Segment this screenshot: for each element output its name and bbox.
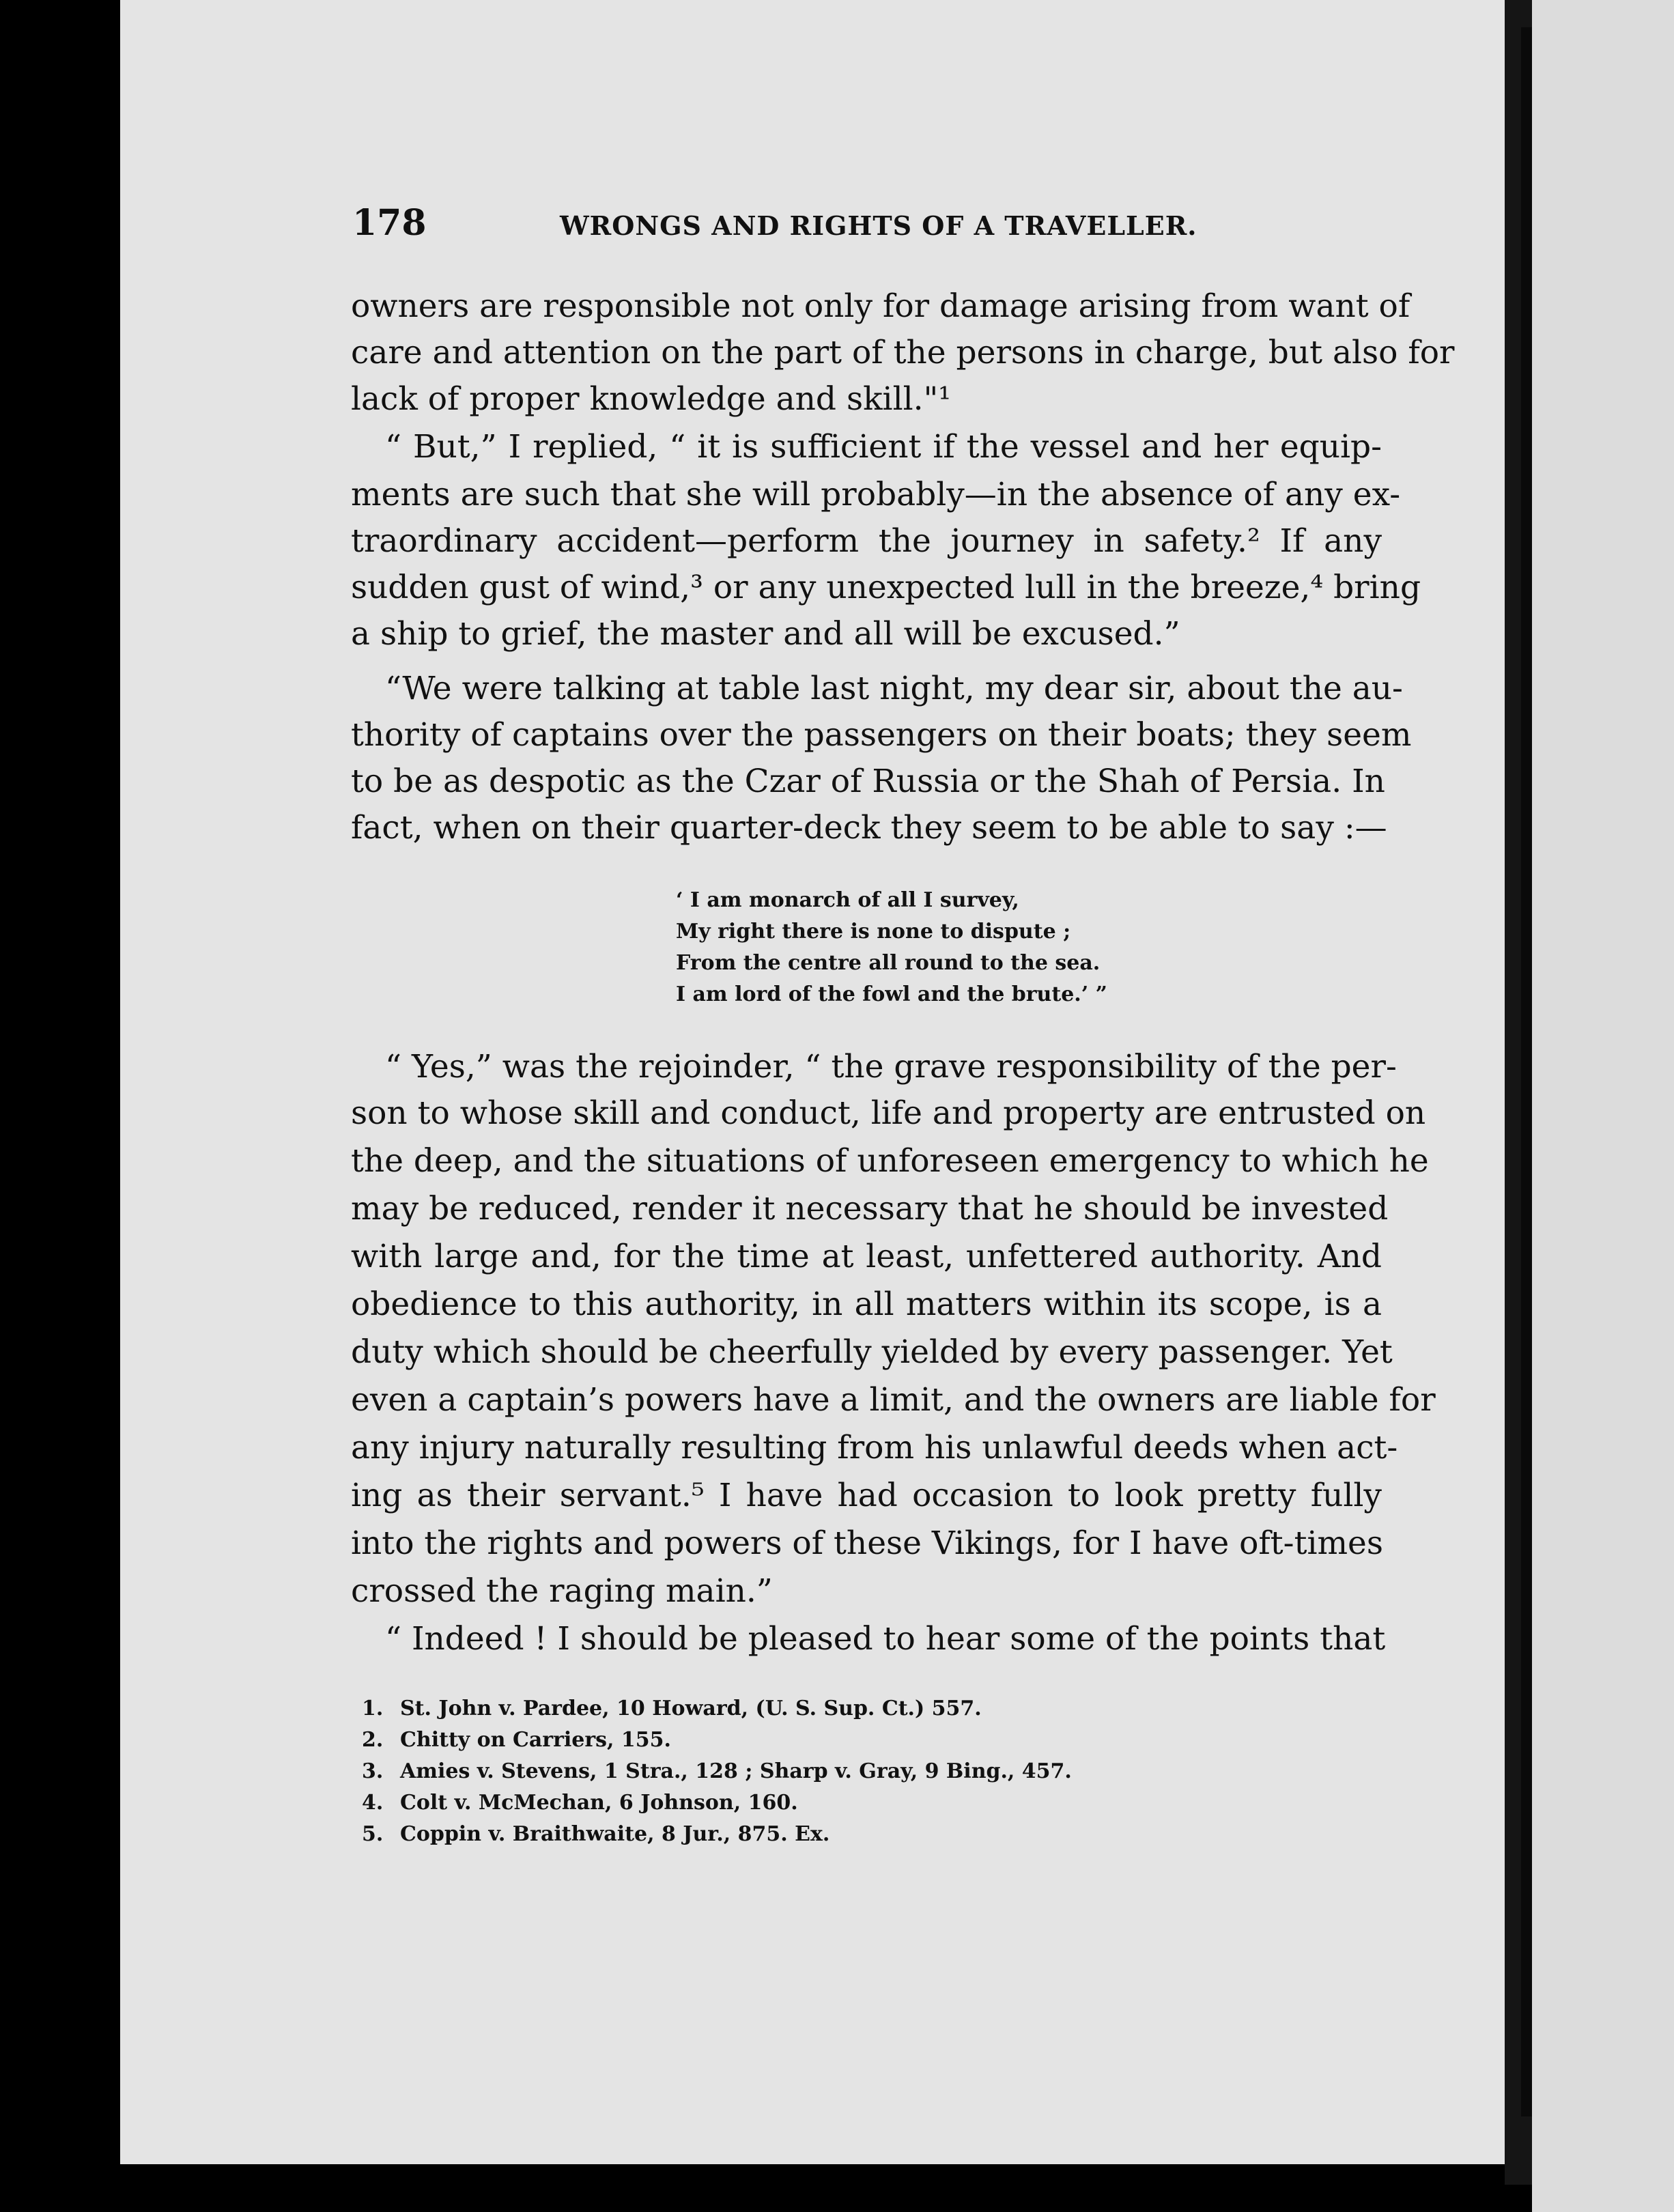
text-line: obedience to this authority, in all matters within its scope, is a bbox=[351, 1286, 1382, 1323]
text-line: lack of proper knowledge and skill."¹ bbox=[351, 380, 952, 418]
text-line: “ Indeed ! I should be pleased to hear some of the points that bbox=[385, 1620, 1386, 1658]
text-line: thority of captains over the passengers on their boats; they seem bbox=[351, 716, 1412, 754]
text-line: “ Yes,” was the rejoinder, “ the grave responsibility of the per- bbox=[385, 1048, 1397, 1086]
running-title: WRONGS AND RIGHTS OF A TRAVELLER. bbox=[560, 210, 1197, 241]
footnote: 4. Colt v. McMechan, 6 Johnson, 160. bbox=[362, 1791, 798, 1815]
footnote: 2. Chitty on Carriers, 155. bbox=[362, 1728, 672, 1752]
verse-line: I am lord of the fowl and the brute.’ ” bbox=[676, 982, 1107, 1006]
text-line: even a captain’s powers have a limit, and the owners are liable for bbox=[351, 1381, 1436, 1419]
text-line: with large and, for the time at least, unfettered authority. And bbox=[351, 1238, 1382, 1275]
text-line: the deep, and the situations of unforeseen emergency to which he bbox=[351, 1142, 1429, 1180]
footnote: 3. Amies v. Stevens, 1 Stra., 128 ; Sharp v. Gray, 9 Bing., 457. bbox=[362, 1759, 1072, 1783]
text-line: fact, when on their quarter-deck they seem to be able to say :— bbox=[351, 809, 1387, 847]
text-line: son to whose skill and conduct, life and property are entrusted on bbox=[351, 1094, 1426, 1132]
text-line: sudden gust of wind,³ or any unexpected lull in the breeze,⁴ bring bbox=[351, 569, 1421, 606]
text-line: crossed the raging main.” bbox=[351, 1572, 773, 1610]
text-line: to be as despotic as the Czar of Russia or the Shah of Persia. In bbox=[351, 763, 1385, 800]
text-line: into the rights and powers of these Vikings, for I have oft-times bbox=[351, 1525, 1383, 1562]
text-line: “ But,” I replied, “ it is sufficient if the vessel and her equip- bbox=[385, 428, 1382, 466]
page-number: 178 bbox=[352, 202, 427, 244]
text-line: “We were talking at table last night, my dear sir, about the au- bbox=[385, 670, 1403, 707]
text-line: duty which should be cheerfully yielded by every passenger. Yet bbox=[351, 1333, 1393, 1371]
text-line: any injury naturally resulting from his unlawful deeds when act- bbox=[351, 1429, 1398, 1466]
footnote: 5. Coppin v. Braithwaite, 8 Jur., 875. Ex. bbox=[362, 1822, 830, 1846]
verse-line: My right there is none to dispute ; bbox=[676, 920, 1071, 944]
text-line: ments are such that she will probably—in the absence of any ex- bbox=[351, 476, 1401, 513]
text-line: ing as their servant.⁵ I have had occasion to look pretty fully bbox=[351, 1477, 1382, 1514]
book-spine bbox=[1521, 27, 1532, 2116]
text-line: care and attention on the part of the persons in charge, but also for bbox=[351, 334, 1455, 371]
text-line: a ship to grief, the master and all will be excused.” bbox=[351, 615, 1180, 653]
verse-line: ‘ I am monarch of all I survey, bbox=[676, 888, 1019, 912]
text-line: owners are responsible not only for damage arising from want of bbox=[351, 287, 1410, 325]
text-line: may be reduced, render it necessary that he should be invested bbox=[351, 1190, 1389, 1228]
verse-line: From the centre all round to the sea. bbox=[676, 951, 1101, 975]
facing-page-edge bbox=[1532, 0, 1674, 2212]
text-line: traordinary accident—perform the journey in safety.² If any bbox=[351, 522, 1382, 560]
footnote: 1. St. John v. Pardee, 10 Howard, (U. S. Sup. Ct.) 557. bbox=[362, 1697, 982, 1720]
